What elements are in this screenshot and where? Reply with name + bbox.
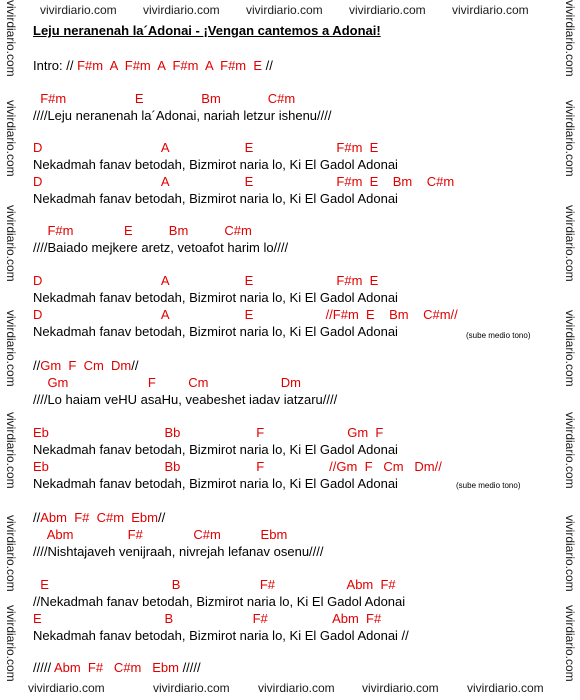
- intro-label: Intro: //: [33, 58, 78, 73]
- repeat-mark: /////: [178, 660, 201, 675]
- watermark: vivirdiario.com: [362, 681, 439, 695]
- watermark: vivirdiario.com: [4, 412, 18, 489]
- chord-line: D A E F#m E Bm C#m: [33, 174, 455, 189]
- chord-line: Gm F Cm Dm: [33, 375, 301, 390]
- watermark: vivirdiario.com: [40, 3, 117, 17]
- chord-line: Gm F Cm Dm: [40, 358, 132, 373]
- chord-line: F#m A F#m A F#m A F#m E: [77, 58, 263, 73]
- watermark: vivirdiario.com: [563, 310, 577, 387]
- watermark: vivirdiario.com: [563, 0, 577, 77]
- lyric-line: //Nekadmah fanav betodah, Bizmirot naria lo, Ki El Gadol Adonai: [33, 594, 406, 609]
- watermark: vivirdiario.com: [4, 515, 18, 592]
- watermark: vivirdiario.com: [153, 681, 230, 695]
- watermark: vivirdiario.com: [452, 3, 529, 17]
- watermark: vivirdiario.com: [4, 0, 18, 77]
- watermark: vivirdiario.com: [258, 681, 335, 695]
- lyric-line: Nekadmah fanav betodah, Bizmirot naria lo, Ki El Gadol Adonai: [33, 157, 398, 172]
- lyric-line: Nekadmah fanav betodah, Bizmirot naria lo, Ki El Gadol Adonai: [33, 191, 398, 206]
- watermark: vivirdiario.com: [246, 3, 323, 17]
- lyric-line: Nekadmah fanav betodah, Bizmirot naria lo, Ki El Gadol Adonai: [33, 324, 398, 339]
- lyric-line: ////Baiado mejkere aretz, vetoafot harim lo////: [33, 240, 289, 255]
- chord-line: Abm F# C#m Ebm: [33, 527, 288, 542]
- watermark: vivirdiario.com: [467, 681, 544, 695]
- repeat-mark: //: [157, 510, 166, 525]
- lyric-line: Nekadmah fanav betodah, Bizmirot naria lo, Ki El Gadol Adonai: [33, 442, 398, 457]
- watermark: vivirdiario.com: [28, 681, 105, 695]
- chord-line: D A E //F#m E Bm C#m//: [33, 307, 458, 322]
- watermark: vivirdiario.com: [563, 515, 577, 592]
- repeat-mark: //: [33, 510, 41, 525]
- key-change-note: (sube medio tono): [456, 481, 521, 490]
- outro-line: [33, 660, 201, 675]
- song-title: Leju neranenah la´Adonai - ¡Vengan cantemos a Adonai!: [33, 23, 381, 38]
- lyric-line: ////Nishtajaveh venijraah, nivrejah lefanav osenu////: [33, 544, 324, 559]
- watermark: vivirdiario.com: [4, 100, 18, 177]
- watermark: vivirdiario.com: [563, 412, 577, 489]
- watermark: vivirdiario.com: [4, 605, 18, 682]
- chord-line: Eb Bb F Gm F: [33, 425, 384, 440]
- repeat-mark: //: [131, 358, 139, 373]
- chord-progression-line: [33, 510, 165, 525]
- watermark: vivirdiario.com: [563, 605, 577, 682]
- watermark: vivirdiario.com: [349, 3, 426, 17]
- lyric-line: ////Leju neranenah la´Adonai, nariah letzur ishenu////: [33, 108, 332, 123]
- chord-line: Eb Bb F //Gm F Cm Dm//: [33, 459, 442, 474]
- lyric-line: Nekadmah fanav betodah, Bizmirot naria lo, Ki El Gadol Adonai //: [33, 628, 409, 643]
- chord-line: D A E F#m E: [33, 273, 379, 288]
- chord-line: E B F# Abm F#: [33, 577, 396, 592]
- watermark: vivirdiario.com: [563, 100, 577, 177]
- chord-line: Abm F# C#m Ebm: [53, 660, 179, 675]
- lyric-line: ////Lo haiam veHU asaHu, veabeshet iadav iatzaru////: [33, 392, 338, 407]
- chord-line: F#m E Bm C#m: [33, 91, 296, 106]
- chord-progression-line: [33, 358, 138, 373]
- lyric-line: Nekadmah fanav betodah, Bizmirot naria lo, Ki El Gadol Adonai: [33, 290, 398, 305]
- chord-line: Abm F# C#m Ebm: [40, 510, 158, 525]
- repeat-mark: /////: [33, 660, 54, 675]
- chord-line: D A E F#m E: [33, 140, 379, 155]
- watermark: vivirdiario.com: [143, 3, 220, 17]
- chord-line: F#m E Bm C#m: [33, 223, 252, 238]
- intro-line: [33, 58, 273, 73]
- intro-end: //: [262, 58, 273, 73]
- repeat-mark: //: [33, 358, 41, 373]
- watermark: vivirdiario.com: [563, 205, 577, 282]
- chord-line: E B F# Abm F#: [33, 611, 382, 626]
- watermark: vivirdiario.com: [4, 205, 18, 282]
- key-change-note: (sube medio tono): [466, 331, 531, 340]
- lyric-line: Nekadmah fanav betodah, Bizmirot naria lo, Ki El Gadol Adonai: [33, 476, 398, 491]
- watermark: vivirdiario.com: [4, 310, 18, 387]
